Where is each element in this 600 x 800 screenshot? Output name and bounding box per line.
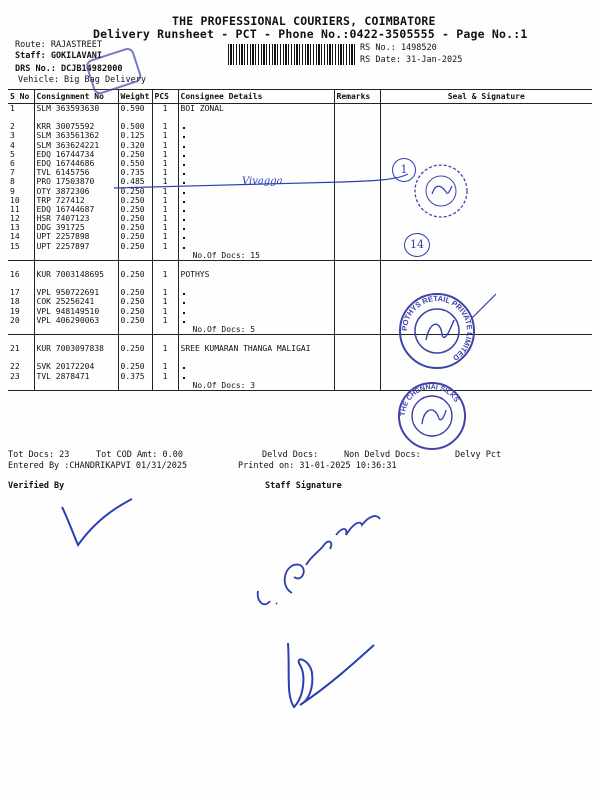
cell-sno: 14 <box>10 232 20 242</box>
consignment-number: 2878471 <box>55 371 90 381</box>
cell-weight: 0.250 <box>118 242 152 251</box>
drs-number: DRS No.: DCJB14982000 <box>15 64 123 74</box>
table-row <box>8 196 592 205</box>
cell-sno: 4 <box>10 140 15 150</box>
total-docs: Tot Docs: 23 <box>8 450 70 460</box>
cell-pcs: 1 <box>152 205 178 214</box>
table-row <box>8 307 592 316</box>
cell-sno: 5 <box>10 149 15 159</box>
cell-weight: 0.250 <box>118 362 152 371</box>
cell-remarks <box>334 131 380 140</box>
circled-count-1: 1 <box>392 158 416 182</box>
cell-consignment <box>34 131 118 140</box>
cell-remarks <box>334 288 380 297</box>
cell-weight: 0.250 <box>118 214 152 223</box>
cell-sno: 15 <box>10 241 20 251</box>
consignment-code: KRR <box>36 122 51 132</box>
consignment-code: DDG <box>36 223 51 233</box>
docs-count: No.Of Docs: 3 <box>178 381 334 391</box>
consignment-code: EDQ <box>36 149 51 159</box>
cell-consignment <box>34 150 118 159</box>
cell-pcs: 1 <box>152 187 178 196</box>
cell-consignment <box>34 177 118 186</box>
group-spacer <box>8 335 592 345</box>
company-title: THE PROFESSIONAL COURIERS, COIMBATORE <box>172 14 436 28</box>
cell-sno: 19 <box>10 306 20 316</box>
cell-consignment <box>34 270 118 279</box>
docs-count-row <box>8 325 592 335</box>
table-row <box>8 223 592 232</box>
col-pcs: PCS <box>152 90 178 104</box>
cell-sno: 21 <box>10 344 20 354</box>
cell-weight: 0.500 <box>118 122 152 131</box>
bullet-dot <box>183 201 185 203</box>
cell-sno: 7 <box>10 168 15 178</box>
bullet-dot <box>183 367 185 369</box>
bullet-dot <box>183 210 185 212</box>
cell-remarks <box>334 344 380 353</box>
cell-sno: 8 <box>10 177 15 187</box>
cell-weight: 0.485 <box>118 177 152 186</box>
non-delivered-docs: Non Delvd Docs: <box>344 450 421 460</box>
cell-weight: 0.250 <box>118 270 152 279</box>
cell-consignment <box>34 242 118 251</box>
docs-count-row <box>8 381 592 391</box>
table-row <box>8 288 592 297</box>
cell-remarks <box>334 214 380 223</box>
cell-weight: 0.250 <box>118 150 152 159</box>
cell-sno: 20 <box>10 315 20 325</box>
cell-pcs: 1 <box>152 168 178 177</box>
consignee-name: POTHYS <box>180 270 210 279</box>
cell-remarks <box>334 232 380 241</box>
cell-remarks <box>334 270 380 279</box>
verified-by-label: Verified By <box>8 481 65 491</box>
bottom-signature <box>270 635 380 715</box>
bullet-dot <box>183 146 185 148</box>
consignment-code: SVK <box>36 362 51 372</box>
cell-sno: 9 <box>10 186 15 196</box>
consignment-number: 363561362 <box>55 131 100 141</box>
consignment-number: 16744686 <box>55 158 95 168</box>
consignment-code: SLM <box>36 140 51 150</box>
consignment-number: 16744734 <box>55 149 95 159</box>
group-spacer <box>8 261 592 271</box>
docs-count: No.Of Docs: 5 <box>178 325 334 335</box>
cell-pcs: 1 <box>152 104 178 114</box>
cell-pcs: 1 <box>152 344 178 353</box>
cell-remarks <box>334 141 380 150</box>
consignment-code: UPT <box>36 232 51 242</box>
runsheet-title: Delivery Runsheet - PCT - Phone No.:0422-3505555 - Page No.:1 <box>93 27 528 41</box>
cell-consignment <box>34 362 118 371</box>
consignment-code: COK <box>36 297 51 307</box>
consignment-code: OTY <box>36 186 51 196</box>
chennai-silks-stamp <box>396 380 468 452</box>
cell-weight: 0.250 <box>118 297 152 306</box>
cell-consignment <box>34 205 118 214</box>
consignment-number: 7003097838 <box>55 344 104 354</box>
cell-remarks <box>334 297 380 306</box>
table-row <box>8 372 592 381</box>
cell-consignment <box>34 316 118 325</box>
cell-seal <box>380 122 592 131</box>
consignment-number: 406290063 <box>55 315 100 325</box>
rs-date: RS Date: 31-Jan-2025 <box>360 55 463 65</box>
table-body <box>8 104 592 391</box>
route: Route: RAJASTREET <box>15 40 102 50</box>
consignment-number: 30075592 <box>55 122 95 132</box>
rs-number: RS No.: 1498520 <box>360 43 437 53</box>
bullet-dot <box>183 237 185 239</box>
cell-consignment <box>34 122 118 131</box>
consignment-code: VPL <box>36 288 51 298</box>
table-row <box>8 141 592 150</box>
circled-count-14: 14 <box>404 233 430 257</box>
cell-sno: 12 <box>10 214 20 224</box>
cell-consignee <box>178 316 334 325</box>
cell-remarks <box>334 205 380 214</box>
consignment-code: VPL <box>36 306 51 316</box>
cell-sno: 1 <box>10 104 15 113</box>
pothys-stamp <box>396 290 478 372</box>
table-row <box>8 242 592 251</box>
cell-consignee <box>178 372 334 381</box>
cell-consignment <box>34 187 118 196</box>
table-row <box>8 316 592 325</box>
cell-pcs: 1 <box>152 297 178 306</box>
consignment-number: 948149510 <box>55 306 100 316</box>
table-row <box>8 344 592 353</box>
consignment-number: 6145756 <box>55 168 90 178</box>
consignment-number: 25256241 <box>55 297 95 307</box>
cell-sno: 22 <box>10 362 20 372</box>
cell-consignment <box>34 214 118 223</box>
cell-pcs: 1 <box>152 270 178 279</box>
cell-consignment <box>34 223 118 232</box>
cell-pcs: 1 <box>152 362 178 371</box>
col-sno: S No <box>8 90 34 104</box>
total-cod: Tot COD Amt: 0.00 <box>96 450 183 460</box>
cell-consignment <box>34 104 118 114</box>
cell-weight: 0.550 <box>118 159 152 168</box>
cell-sno: 11 <box>10 204 20 214</box>
cell-weight: 0.375 <box>118 372 152 381</box>
cell-consignee <box>178 362 334 371</box>
consignment-number: 16744687 <box>55 204 95 214</box>
bullet-dot <box>183 312 185 314</box>
cell-seal <box>380 131 592 140</box>
cell-seal <box>380 104 592 114</box>
cell-remarks <box>334 196 380 205</box>
cell-pcs: 1 <box>152 122 178 131</box>
cell-pcs: 1 <box>152 177 178 186</box>
cell-weight: 0.125 <box>118 131 152 140</box>
consignment-code: SLM <box>36 104 51 113</box>
cell-consignment <box>34 344 118 353</box>
cell-weight: 0.250 <box>118 187 152 196</box>
cell-consignee <box>178 104 334 114</box>
entered-by: Entered By :CHANDRIKAPVI 01/31/2025 <box>8 461 188 471</box>
cell-pcs: 1 <box>152 242 178 251</box>
cell-pcs: 1 <box>152 196 178 205</box>
cell-pcs: 1 <box>152 223 178 232</box>
cell-consignee <box>178 297 334 306</box>
cell-consignment <box>34 297 118 306</box>
consignment-number: 7407123 <box>55 214 90 224</box>
consignment-code: KUR <box>36 270 51 279</box>
cell-pcs: 1 <box>152 232 178 241</box>
cell-sno: 16 <box>10 270 20 279</box>
cell-pcs: 1 <box>152 288 178 297</box>
cell-weight: 0.590 <box>118 104 152 114</box>
pothys-sign-stroke <box>470 290 500 320</box>
cell-consignment <box>34 232 118 241</box>
cell-seal <box>380 150 592 159</box>
cell-weight: 0.735 <box>118 168 152 177</box>
table-row <box>8 104 592 114</box>
col-consignment: Consignment No <box>34 90 118 104</box>
cell-consignment <box>34 196 118 205</box>
col-consignee: Consignee Details <box>178 90 334 104</box>
delivery-pct: Delvy Pct <box>455 450 502 460</box>
cell-seal <box>380 223 592 232</box>
cell-pcs: 1 <box>152 159 178 168</box>
cell-seal <box>380 141 592 150</box>
table-row <box>8 362 592 371</box>
table-row <box>8 131 592 140</box>
docs-count: No.Of Docs: 15 <box>178 251 334 261</box>
cell-consignee <box>178 270 334 279</box>
runsheet-table <box>8 89 592 391</box>
consignment-code: SLM <box>36 131 51 141</box>
table-row <box>8 122 592 131</box>
bullet-dot <box>183 228 185 230</box>
barcode <box>228 44 356 65</box>
consignment-code: HSR <box>36 214 51 224</box>
cell-consignee <box>178 141 334 150</box>
bullet-dot <box>183 219 185 221</box>
staff-signature <box>250 505 400 615</box>
consignment-code: EDQ <box>36 158 51 168</box>
consignment-number: 391725 <box>55 223 85 233</box>
row-spacer <box>8 113 592 122</box>
consignment-code: KUR <box>36 344 51 354</box>
cell-consignee <box>178 214 334 223</box>
cell-remarks <box>334 150 380 159</box>
cell-sno: 2 <box>10 122 15 132</box>
consignment-code: TVL <box>36 371 51 381</box>
cell-sno: 10 <box>10 195 20 205</box>
table-row <box>8 150 592 159</box>
cell-consignee <box>178 307 334 316</box>
cell-pcs: 1 <box>152 141 178 150</box>
cell-consignee <box>178 223 334 232</box>
consignee-name: SREE KUMARAN THANGA MALIGAI <box>180 344 311 354</box>
bullet-dot <box>183 155 185 157</box>
cell-weight: 0.250 <box>118 196 152 205</box>
pothys-stamp-text: POTHYS RETAIL PRIVATE LIMITED <box>399 293 475 363</box>
consignment-code: UPT <box>36 241 51 251</box>
cell-weight: 0.250 <box>118 316 152 325</box>
bullet-dot <box>183 321 185 323</box>
cell-pcs: 1 <box>152 214 178 223</box>
cell-consignee <box>178 344 334 353</box>
drs-stamp <box>84 48 144 96</box>
cell-sno: 3 <box>10 131 15 141</box>
row-spacer <box>8 279 592 288</box>
bullet-dot <box>183 127 185 129</box>
consignment-code: VPL <box>36 315 51 325</box>
cell-consignment <box>34 168 118 177</box>
cell-weight: 0.320 <box>118 141 152 150</box>
bullet-dot <box>183 293 185 295</box>
consignment-number: 20172204 <box>55 362 95 372</box>
cell-consignee <box>178 150 334 159</box>
cell-pcs: 1 <box>152 316 178 325</box>
consignment-code: PRO <box>36 177 51 187</box>
remark-name: Vivagga <box>242 176 283 187</box>
staff-signature-label: Staff Signature <box>265 481 342 491</box>
cell-remarks <box>334 104 380 114</box>
cell-consignee <box>178 242 334 251</box>
verified-by-signature <box>58 495 138 555</box>
consignment-number: 17503870 <box>55 177 95 187</box>
cell-sno: 13 <box>10 223 20 233</box>
cell-remarks <box>334 122 380 131</box>
consignment-number: 727412 <box>55 195 85 205</box>
col-remarks: Remarks <box>334 90 380 104</box>
cell-consignee <box>178 288 334 297</box>
bullet-dot <box>183 136 185 138</box>
consignment-number: 363593630 <box>55 104 100 113</box>
consignment-number: 7003148695 <box>55 270 104 279</box>
table-row <box>8 297 592 306</box>
cell-pcs: 1 <box>152 372 178 381</box>
cell-weight: 0.250 <box>118 344 152 353</box>
cell-pcs: 1 <box>152 307 178 316</box>
col-seal: Seal & Signature <box>380 90 592 104</box>
printed-on: Printed on: 31-01-2025 10:36:31 <box>238 461 397 471</box>
consignment-number: 3872306 <box>55 186 90 196</box>
bullet-dot <box>183 247 185 249</box>
cell-consignee <box>178 232 334 241</box>
cell-consignment <box>34 288 118 297</box>
cell-sno: 18 <box>10 297 20 307</box>
col-weight: Weight <box>118 90 152 104</box>
docs-count-row <box>8 251 592 261</box>
cell-weight: 0.250 <box>118 223 152 232</box>
table-row <box>8 270 592 279</box>
boi-stamp <box>412 162 470 220</box>
consignment-code: TVL <box>36 168 51 178</box>
consignment-code: TRP <box>36 195 51 205</box>
cell-weight: 0.250 <box>118 205 152 214</box>
cell-sno: 6 <box>10 158 15 168</box>
cell-weight: 0.250 <box>118 232 152 241</box>
cell-weight: 0.250 <box>118 307 152 316</box>
cell-seal <box>380 270 592 279</box>
table-row <box>8 205 592 214</box>
cell-consignment <box>34 372 118 381</box>
consignee-name: BOI ZONAL <box>180 104 224 113</box>
chennai-silks-stamp-text: THE CHENNAI SILKS <box>399 383 460 417</box>
cell-consignee <box>178 196 334 205</box>
cell-remarks <box>334 362 380 371</box>
cell-pcs: 1 <box>152 131 178 140</box>
table-row <box>8 232 592 241</box>
cell-consignee <box>178 205 334 214</box>
delivered-docs: Delvd Docs: <box>262 450 319 460</box>
staff: Staff: GOKILAVANI <box>15 51 102 61</box>
cell-remarks <box>334 316 380 325</box>
cell-consignment <box>34 159 118 168</box>
consignment-number: 363624221 <box>55 140 100 150</box>
cell-consignment <box>34 307 118 316</box>
row-spacer <box>8 353 592 362</box>
bullet-dot <box>183 302 185 304</box>
vehicle: Vehicle: Big Bag Delivery <box>18 75 146 85</box>
cell-sno: 23 <box>10 371 20 381</box>
cell-weight: 0.250 <box>118 288 152 297</box>
consignment-number: 950722691 <box>55 288 100 298</box>
consignment-number: 2257897 <box>55 241 90 251</box>
consignment-code: EDQ <box>36 204 51 214</box>
cell-remarks <box>334 307 380 316</box>
cell-remarks <box>334 242 380 251</box>
cell-consignee <box>178 131 334 140</box>
bullet-dot <box>183 377 185 379</box>
cell-pcs: 1 <box>152 150 178 159</box>
consignment-number: 2257898 <box>55 232 90 242</box>
cell-remarks <box>334 223 380 232</box>
cell-consignment <box>34 141 118 150</box>
cell-consignee <box>178 122 334 131</box>
table-row <box>8 214 592 223</box>
cell-remarks <box>334 372 380 381</box>
cell-sno: 17 <box>10 288 20 298</box>
